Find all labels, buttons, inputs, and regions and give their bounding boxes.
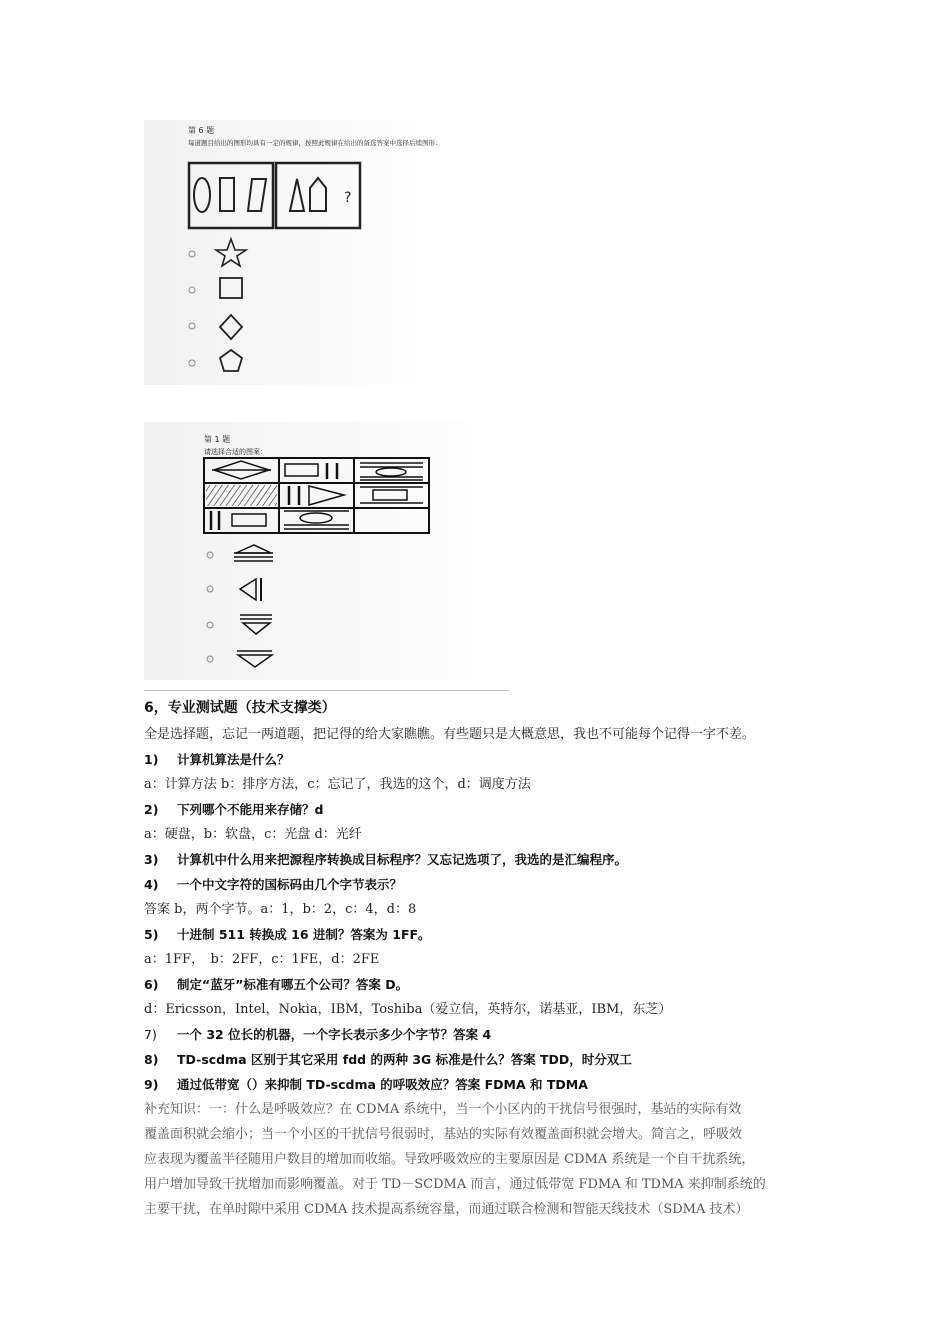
supplement-line: 覆盖面积就会缩小；当一个小区的干扰信号很弱时，基站的实际有效覆盖面积就会增大。简言之，呼吸效 (144, 1127, 743, 1142)
question-8: 8) TD-scdma 区别于其它采用 fdd 的两种 3G 标准是什么？答案 TDD，时分双工 (144, 1052, 632, 1067)
answer-2: a：硬盘，b：软盘，c：光盘 d：光纤 (144, 827, 362, 842)
supplement-paragraph (144, 1097, 824, 1222)
figure-question-1 (144, 422, 509, 680)
figure-title: 第 6 题 (188, 126, 215, 135)
answer-6: d：Ericsson，Intel，Nokia，IBM，Toshiba（爱立信，英特尔，诺基亚，IBM，东芝） (144, 1002, 672, 1017)
question-mark: ? (344, 190, 352, 206)
figure-title: 第 1 题 (204, 435, 231, 444)
section-intro: 全是选择题，忘记一两道题，把记得的给大家瞧瞧。有些题只是大概意思，我也不可能每个记得一字不差。 (144, 727, 756, 742)
supplement-line: 主要干扰，在单时隙中采用 CDMA 技术提高系统容量，而通过联合检测和智能天线技术（SDMA 技术） (144, 1202, 749, 1217)
figure-question-6 (144, 120, 444, 385)
section-divider (144, 690, 509, 691)
question-4: 4) 一个中文字符的国标码由几个字节表示？ (144, 877, 403, 892)
question-6: 6) 制定“蓝牙”标准有哪五个公司？答案 D。 (144, 977, 409, 992)
question-3: 3) 计算机中什么用来把源程序转换成目标程序？又忘记选项了，我选的是汇编程序。 (144, 852, 628, 867)
supplement-line: 应表现为覆盖半径随用户数目的增加而收缩。导致呼吸效应的主要原因是 CDMA 系统是一个自干扰系统， (144, 1152, 755, 1167)
answer-5: a：1FF， b：2FF，c：1FE，d：2FE (144, 952, 380, 967)
question-1: 1) 计算机算法是什么？ (144, 752, 290, 767)
supplement-line: 补充知识：一：什么是呼吸效应？在 CDMA 系统中，当一个小区内的干扰信号很强时，基站的实际有效 (144, 1102, 742, 1117)
question-5: 5) 十进制 511 转换成 16 进制？答案为 1FF。 (144, 927, 431, 942)
supplement-line: 用户增加导致干扰增加而影响覆盖。对于 TD－SCDMA 而言，通过低带宽 FDMA 和 TDMA 来抑制系统的 (144, 1177, 766, 1192)
question-2: 2) 下列哪个不能用来存储？d (144, 802, 324, 817)
section-title: 6，专业测试题（技术支撑类） (144, 700, 336, 716)
question-7: 7) 一个 32 位长的机器，一个字长表示多少个字节？答案 4 (144, 1027, 492, 1042)
exam-content (144, 698, 824, 1222)
figure-instruction: 请选择合适的图案： (204, 448, 267, 456)
answer-4: 答案 b，两个字节。a：1，b：2，c：4，d：8 (144, 902, 417, 917)
answer-1: a：计算方法 b：排序方法，c：忘记了，我选的这个，d：调度方法 (144, 777, 531, 792)
figure-instruction: 每道题目给出的图形均具有一定的规律，按照此规律在给出的备选答案中选择后续图形： (188, 139, 442, 147)
question-9: 9) 通过低带宽（）来抑制 TD-scdma 的呼吸效应？答案 FDMA 和 TDMA (144, 1077, 588, 1092)
